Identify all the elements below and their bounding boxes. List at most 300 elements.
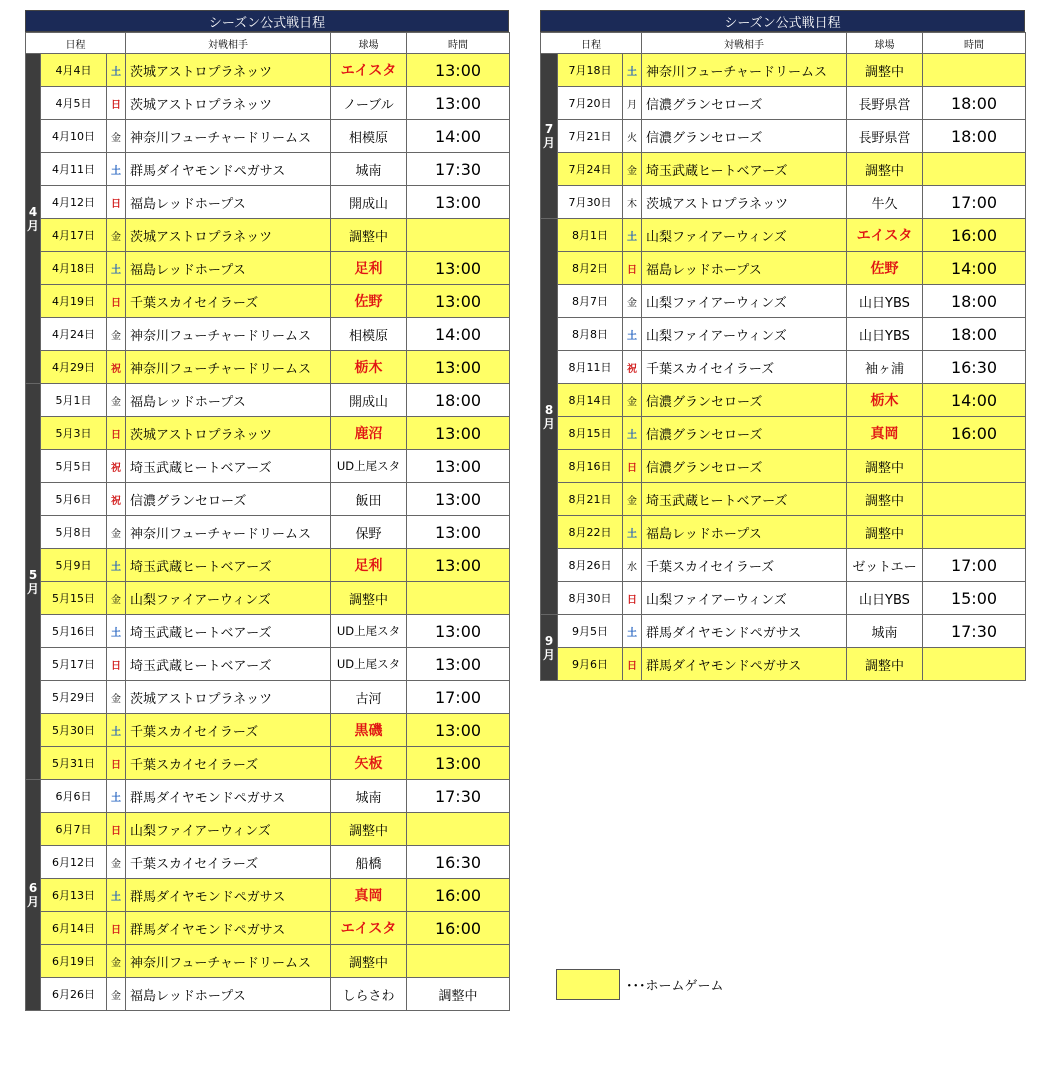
game-row <box>26 54 510 87</box>
game-opponent: 山梨ファイアーウィンズ <box>642 582 847 615</box>
game-opponent: 福島レッドホープス <box>642 252 847 285</box>
game-venue: 栃木 <box>331 351 407 384</box>
game-day: 火 <box>623 120 642 153</box>
month-label <box>541 219 558 615</box>
game-day: 日 <box>107 285 126 318</box>
game-time: 13:00 <box>407 87 510 120</box>
game-date: 6月19日 <box>41 945 107 978</box>
game-row <box>541 549 1026 582</box>
game-row <box>541 582 1026 615</box>
game-row <box>26 549 510 582</box>
game-time: 16:30 <box>407 846 510 879</box>
game-date: 4月17日 <box>41 219 107 252</box>
game-day: 金 <box>107 516 126 549</box>
game-time: 13:00 <box>407 714 510 747</box>
game-opponent: 信濃グランセローズ <box>642 450 847 483</box>
game-opponent: 山梨ファイアーウィンズ <box>126 582 331 615</box>
game-day: 土 <box>623 417 642 450</box>
game-time: 14:00 <box>407 318 510 351</box>
game-date: 6月13日 <box>41 879 107 912</box>
game-time: 13:00 <box>407 252 510 285</box>
game-venue: 開成山 <box>331 186 407 219</box>
game-date: 7月18日 <box>558 54 623 87</box>
game-date: 7月24日 <box>558 153 623 186</box>
game-date: 8月16日 <box>558 450 623 483</box>
game-date: 7月21日 <box>558 120 623 153</box>
game-date: 4月29日 <box>41 351 107 384</box>
game-time: 18:00 <box>923 120 1026 153</box>
game-opponent: 山梨ファイアーウィンズ <box>642 285 847 318</box>
game-row <box>26 912 510 945</box>
game-venue: 真岡 <box>847 417 923 450</box>
game-opponent: 神奈川フューチャードリームス <box>126 516 331 549</box>
game-date: 8月7日 <box>558 285 623 318</box>
game-day: 土 <box>623 615 642 648</box>
game-time <box>923 450 1026 483</box>
header-time: 時間 <box>923 33 1026 54</box>
game-day: 日 <box>107 648 126 681</box>
game-row <box>26 945 510 978</box>
game-time: 17:30 <box>407 780 510 813</box>
game-day: 日 <box>623 450 642 483</box>
game-date: 6月26日 <box>41 978 107 1011</box>
game-venue: 鹿沼 <box>331 417 407 450</box>
schedule-title: シーズン公式戦日程 <box>540 10 1025 32</box>
game-opponent: 神奈川フューチャードリームス <box>126 120 331 153</box>
game-time: 13:00 <box>407 285 510 318</box>
game-day: 月 <box>623 87 642 120</box>
game-day: 土 <box>623 54 642 87</box>
game-time: 16:00 <box>923 219 1026 252</box>
game-row <box>541 120 1026 153</box>
game-row <box>541 384 1026 417</box>
game-day: 金 <box>623 153 642 186</box>
game-venue: 矢板 <box>331 747 407 780</box>
game-time: 16:00 <box>407 912 510 945</box>
game-date: 8月21日 <box>558 483 623 516</box>
game-opponent: 神奈川フューチャードリームス <box>126 351 331 384</box>
game-time: 13:00 <box>407 747 510 780</box>
month-text: 5月 <box>26 567 39 596</box>
game-row <box>26 252 510 285</box>
game-venue: 城南 <box>331 780 407 813</box>
game-venue: ノーブル <box>331 87 407 120</box>
game-opponent: 群馬ダイヤモンドペガサス <box>642 615 847 648</box>
game-time: 18:00 <box>923 318 1026 351</box>
game-date: 4月18日 <box>41 252 107 285</box>
game-time: 16:00 <box>923 417 1026 450</box>
game-date: 5月30日 <box>41 714 107 747</box>
game-day: 日 <box>107 747 126 780</box>
game-venue: 足利 <box>331 549 407 582</box>
game-row <box>26 285 510 318</box>
home-game-swatch <box>556 969 620 1000</box>
game-venue: 真岡 <box>331 879 407 912</box>
game-venue: 調整中 <box>847 153 923 186</box>
game-day: 日 <box>623 648 642 681</box>
game-opponent: 信濃グランセローズ <box>126 483 331 516</box>
game-opponent: 茨城アストロプラネッツ <box>126 417 331 450</box>
game-time: 14:00 <box>923 384 1026 417</box>
game-opponent: 群馬ダイヤモンドペガサス <box>126 912 331 945</box>
game-day: 祝 <box>107 450 126 483</box>
game-venue: エイスタ <box>331 54 407 87</box>
game-time: 13:00 <box>407 450 510 483</box>
game-time: 調整中 <box>407 978 510 1011</box>
game-venue: 調整中 <box>331 582 407 615</box>
game-row <box>541 516 1026 549</box>
game-day: 金 <box>107 219 126 252</box>
game-opponent: 埼玉武蔵ヒートベアーズ <box>642 153 847 186</box>
game-venue: 調整中 <box>331 945 407 978</box>
schedule-right <box>540 10 1026 681</box>
header-time: 時間 <box>407 33 510 54</box>
game-venue: 古河 <box>331 681 407 714</box>
game-row <box>26 384 510 417</box>
header-row <box>26 33 510 54</box>
game-time <box>923 516 1026 549</box>
game-day: 木 <box>623 186 642 219</box>
game-time <box>407 813 510 846</box>
game-time: 13:00 <box>407 351 510 384</box>
game-date: 8月22日 <box>558 516 623 549</box>
game-row <box>541 285 1026 318</box>
game-date: 8月2日 <box>558 252 623 285</box>
game-date: 9月5日 <box>558 615 623 648</box>
game-date: 4月11日 <box>41 153 107 186</box>
game-day: 金 <box>623 285 642 318</box>
game-opponent: 埼玉武蔵ヒートベアーズ <box>126 615 331 648</box>
header-date: 日程 <box>26 33 126 54</box>
game-date: 5月9日 <box>41 549 107 582</box>
game-venue: 保野 <box>331 516 407 549</box>
header-row <box>541 33 1026 54</box>
game-row <box>26 516 510 549</box>
game-day: 金 <box>107 978 126 1011</box>
game-opponent: 神奈川フューチャードリームス <box>642 54 847 87</box>
game-opponent: 茨城アストロプラネッツ <box>126 681 331 714</box>
game-time: 14:00 <box>407 120 510 153</box>
game-opponent: 埼玉武蔵ヒートベアーズ <box>126 648 331 681</box>
game-row <box>26 681 510 714</box>
schedule-left <box>25 10 510 1011</box>
game-time <box>407 219 510 252</box>
game-time: 17:00 <box>407 681 510 714</box>
game-venue: 開成山 <box>331 384 407 417</box>
game-time: 18:00 <box>923 87 1026 120</box>
game-venue: 飯田 <box>331 483 407 516</box>
game-date: 6月6日 <box>41 780 107 813</box>
game-row <box>26 417 510 450</box>
game-opponent: 福島レッドホープス <box>642 516 847 549</box>
game-opponent: 山梨ファイアーウィンズ <box>642 219 847 252</box>
game-date: 5月16日 <box>41 615 107 648</box>
game-time: 15:00 <box>923 582 1026 615</box>
game-time: 18:00 <box>923 285 1026 318</box>
game-date: 5月17日 <box>41 648 107 681</box>
game-date: 7月20日 <box>558 87 623 120</box>
game-date: 6月12日 <box>41 846 107 879</box>
legend <box>556 969 724 1000</box>
game-row <box>541 648 1026 681</box>
game-date: 4月4日 <box>41 54 107 87</box>
game-row <box>26 780 510 813</box>
game-row <box>26 615 510 648</box>
game-row <box>26 747 510 780</box>
game-venue: 城南 <box>331 153 407 186</box>
header-venue: 球場 <box>847 33 923 54</box>
game-row <box>26 318 510 351</box>
game-day: 金 <box>107 945 126 978</box>
game-row <box>541 450 1026 483</box>
game-opponent: 信濃グランセローズ <box>642 384 847 417</box>
game-venue: 山日YBS <box>847 582 923 615</box>
game-row <box>26 153 510 186</box>
game-row <box>26 219 510 252</box>
month-label <box>26 780 41 1011</box>
game-venue: しらさわ <box>331 978 407 1011</box>
game-row <box>541 54 1026 87</box>
game-row <box>26 351 510 384</box>
game-row <box>26 879 510 912</box>
game-time: 14:00 <box>923 252 1026 285</box>
game-venue: 城南 <box>847 615 923 648</box>
legend-text: ･･･ホームゲーム <box>626 979 724 994</box>
game-day: 金 <box>107 582 126 615</box>
game-venue: ゼットエー <box>847 549 923 582</box>
game-row <box>26 483 510 516</box>
game-venue: 長野県営 <box>847 120 923 153</box>
game-row <box>541 252 1026 285</box>
game-venue: エイスタ <box>331 912 407 945</box>
game-time <box>923 153 1026 186</box>
game-venue: 栃木 <box>847 384 923 417</box>
game-row <box>541 417 1026 450</box>
game-date: 5月8日 <box>41 516 107 549</box>
game-day: 土 <box>107 615 126 648</box>
header-opponent: 対戦相手 <box>126 33 331 54</box>
game-day: 金 <box>107 846 126 879</box>
game-day: 土 <box>623 516 642 549</box>
month-text: 9月 <box>542 633 555 662</box>
schedule-table-right <box>540 32 1026 681</box>
game-day: 日 <box>107 813 126 846</box>
game-venue: 袖ヶ浦 <box>847 351 923 384</box>
game-opponent: 福島レッドホープス <box>126 252 331 285</box>
game-time <box>407 582 510 615</box>
game-date: 8月8日 <box>558 318 623 351</box>
game-time: 13:00 <box>407 54 510 87</box>
game-venue: 調整中 <box>331 219 407 252</box>
game-venue: 相模原 <box>331 120 407 153</box>
game-date: 8月15日 <box>558 417 623 450</box>
game-date: 5月1日 <box>41 384 107 417</box>
game-date: 8月11日 <box>558 351 623 384</box>
game-opponent: 福島レッドホープス <box>126 384 331 417</box>
game-row <box>26 978 510 1011</box>
game-row <box>541 351 1026 384</box>
game-date: 6月7日 <box>41 813 107 846</box>
game-day: 日 <box>107 87 126 120</box>
game-time: 17:30 <box>923 615 1026 648</box>
game-day: 金 <box>107 120 126 153</box>
game-venue: 佐野 <box>847 252 923 285</box>
game-time: 13:00 <box>407 417 510 450</box>
month-text: 4月 <box>26 204 39 233</box>
game-day: 金 <box>107 384 126 417</box>
game-date: 7月30日 <box>558 186 623 219</box>
month-label <box>541 54 558 219</box>
game-row <box>26 450 510 483</box>
game-venue: 調整中 <box>331 813 407 846</box>
game-opponent: 埼玉武蔵ヒートベアーズ <box>126 450 331 483</box>
game-opponent: 山梨ファイアーウィンズ <box>126 813 331 846</box>
game-opponent: 群馬ダイヤモンドペガサス <box>642 648 847 681</box>
game-venue: 調整中 <box>847 54 923 87</box>
game-time: 16:00 <box>407 879 510 912</box>
game-day: 日 <box>107 186 126 219</box>
game-row <box>26 648 510 681</box>
game-time: 13:00 <box>407 186 510 219</box>
game-venue: 調整中 <box>847 483 923 516</box>
game-day: 日 <box>623 582 642 615</box>
game-row <box>26 87 510 120</box>
game-time: 13:00 <box>407 648 510 681</box>
game-date: 4月24日 <box>41 318 107 351</box>
game-date: 5月6日 <box>41 483 107 516</box>
game-opponent: 千葉スカイセイラーズ <box>126 285 331 318</box>
game-venue: 調整中 <box>847 648 923 681</box>
game-time: 17:00 <box>923 186 1026 219</box>
game-venue: エイスタ <box>847 219 923 252</box>
game-date: 8月14日 <box>558 384 623 417</box>
game-day: 金 <box>107 318 126 351</box>
month-label <box>26 384 41 780</box>
game-row <box>541 483 1026 516</box>
game-venue: UD上尾スタ <box>331 450 407 483</box>
game-day: 金 <box>623 483 642 516</box>
header-date: 日程 <box>541 33 642 54</box>
game-row <box>541 186 1026 219</box>
game-day: 土 <box>107 549 126 582</box>
game-day: 土 <box>107 54 126 87</box>
game-opponent: 信濃グランセローズ <box>642 120 847 153</box>
game-opponent: 千葉スカイセイラーズ <box>642 351 847 384</box>
game-time: 18:00 <box>407 384 510 417</box>
game-opponent: 群馬ダイヤモンドペガサス <box>126 153 331 186</box>
game-time <box>923 54 1026 87</box>
game-day: 土 <box>107 714 126 747</box>
game-day: 金 <box>623 384 642 417</box>
game-venue: UD上尾スタ <box>331 648 407 681</box>
game-day: 土 <box>107 153 126 186</box>
game-opponent: 福島レッドホープス <box>126 186 331 219</box>
game-opponent: 信濃グランセローズ <box>642 87 847 120</box>
game-venue: 山日YBS <box>847 285 923 318</box>
game-time: 16:30 <box>923 351 1026 384</box>
game-row <box>541 87 1026 120</box>
game-day: 日 <box>623 252 642 285</box>
game-opponent: 埼玉武蔵ヒートベアーズ <box>642 483 847 516</box>
game-time: 17:30 <box>407 153 510 186</box>
game-date: 5月29日 <box>41 681 107 714</box>
game-venue: 足利 <box>331 252 407 285</box>
game-opponent: 茨城アストロプラネッツ <box>126 54 331 87</box>
game-date: 5月5日 <box>41 450 107 483</box>
game-opponent: 群馬ダイヤモンドペガサス <box>126 879 331 912</box>
game-venue: 佐野 <box>331 285 407 318</box>
game-row <box>541 153 1026 186</box>
game-venue: 黒磯 <box>331 714 407 747</box>
game-venue: 船橋 <box>331 846 407 879</box>
game-time <box>923 483 1026 516</box>
game-date: 5月3日 <box>41 417 107 450</box>
game-row <box>26 582 510 615</box>
schedule-title: シーズン公式戦日程 <box>25 10 509 32</box>
game-day: 土 <box>107 780 126 813</box>
game-venue: 山日YBS <box>847 318 923 351</box>
game-day: 土 <box>623 219 642 252</box>
game-day: 土 <box>623 318 642 351</box>
game-day: 水 <box>623 549 642 582</box>
game-date: 9月6日 <box>558 648 623 681</box>
game-day: 祝 <box>107 351 126 384</box>
game-time: 17:00 <box>923 549 1026 582</box>
game-row <box>541 615 1026 648</box>
game-date: 8月26日 <box>558 549 623 582</box>
game-opponent: 福島レッドホープス <box>126 978 331 1011</box>
game-time: 13:00 <box>407 483 510 516</box>
game-venue: 相模原 <box>331 318 407 351</box>
game-opponent: 茨城アストロプラネッツ <box>126 87 331 120</box>
month-text: 7月 <box>542 122 555 150</box>
month-text: 6月 <box>26 881 39 909</box>
game-row <box>26 186 510 219</box>
game-date: 8月1日 <box>558 219 623 252</box>
game-venue: 調整中 <box>847 516 923 549</box>
game-day: 金 <box>107 681 126 714</box>
month-text: 8月 <box>542 402 555 431</box>
game-opponent: 千葉スカイセイラーズ <box>126 846 331 879</box>
game-opponent: 千葉スカイセイラーズ <box>642 549 847 582</box>
game-day: 土 <box>107 879 126 912</box>
game-day: 日 <box>107 417 126 450</box>
game-row <box>26 120 510 153</box>
game-day: 祝 <box>623 351 642 384</box>
game-opponent: 群馬ダイヤモンドペガサス <box>126 780 331 813</box>
game-row <box>541 219 1026 252</box>
month-label <box>26 54 41 384</box>
game-venue: 調整中 <box>847 450 923 483</box>
game-time <box>923 648 1026 681</box>
game-date: 4月19日 <box>41 285 107 318</box>
game-opponent: 埼玉武蔵ヒートベアーズ <box>126 549 331 582</box>
game-date: 6月14日 <box>41 912 107 945</box>
game-opponent: 茨城アストロプラネッツ <box>126 219 331 252</box>
game-venue: 牛久 <box>847 186 923 219</box>
game-date: 5月15日 <box>41 582 107 615</box>
game-row <box>26 846 510 879</box>
game-row <box>541 318 1026 351</box>
game-opponent: 茨城アストロプラネッツ <box>642 186 847 219</box>
header-venue: 球場 <box>331 33 407 54</box>
month-label <box>541 615 558 681</box>
schedule-table-left <box>25 32 510 1011</box>
game-opponent: 千葉スカイセイラーズ <box>126 747 331 780</box>
game-row <box>26 714 510 747</box>
game-time: 13:00 <box>407 516 510 549</box>
game-opponent: 山梨ファイアーウィンズ <box>642 318 847 351</box>
